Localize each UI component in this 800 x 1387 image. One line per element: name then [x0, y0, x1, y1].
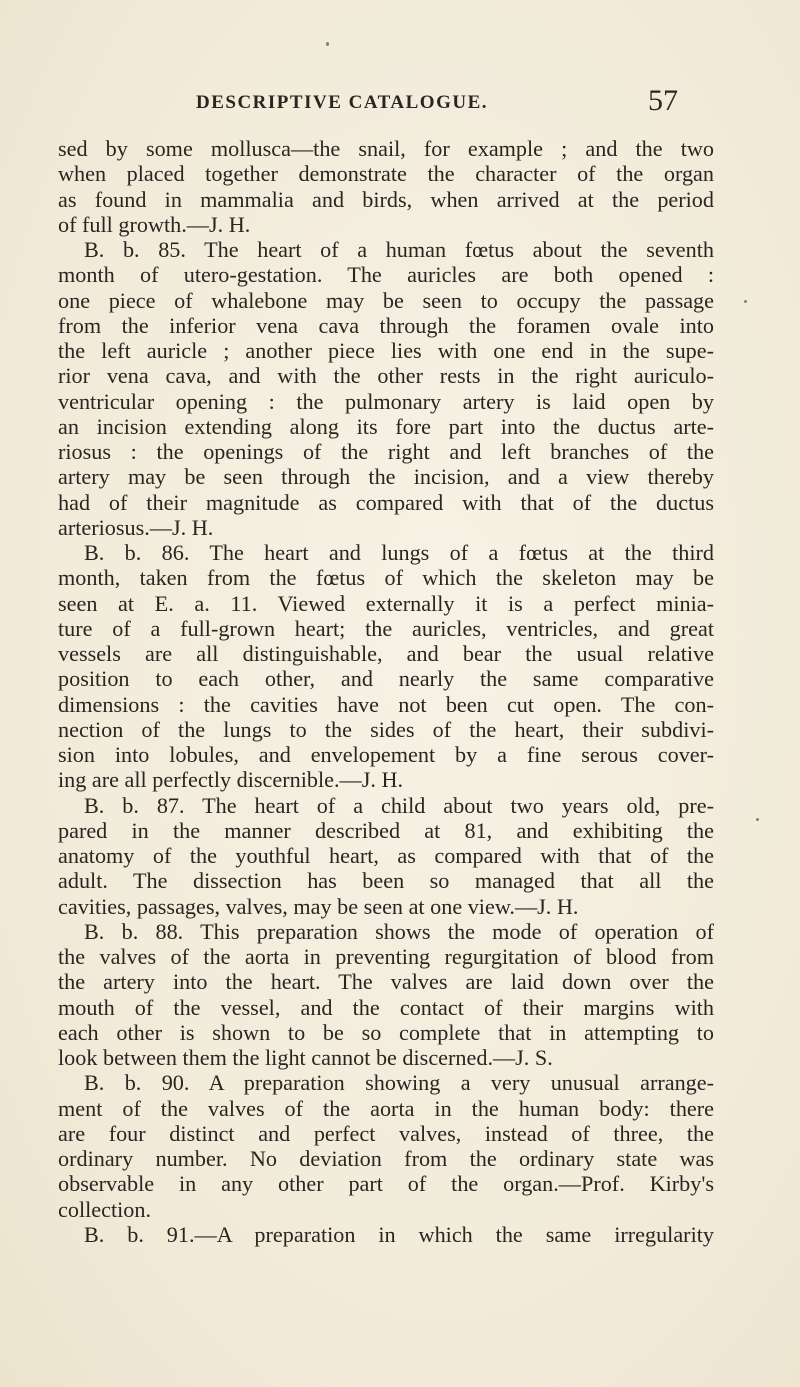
text-line: of full growth.—J. H.	[58, 211, 251, 237]
text-line: one piece of whalebone may be seen to occupy the passage	[58, 287, 714, 313]
text-line: rior vena cava, and with the other rests in the right auriculo-	[58, 363, 714, 389]
text-line: anatomy of the youthful heart, as compared with that of the	[58, 843, 714, 868]
text-line: mouth of the vessel, and the contact of their margins with	[58, 994, 714, 1020]
text-line: position to each other, and nearly the same comparative	[58, 666, 714, 692]
text-line: had of their magnitude as compared with that of the ductus	[58, 489, 714, 515]
text-line: ment of the valves of the aorta in the human body: there	[58, 1095, 714, 1121]
text-line: adult. The dissection has been so managed that all the	[58, 868, 714, 894]
text-line: artery may be seen through the incision, and a view thereby	[58, 464, 714, 490]
text-line: month of utero-gestation. The auricles are both opened :	[58, 262, 714, 288]
text-line: when placed together demonstrate the character of the organ	[58, 161, 714, 187]
text-line: as found in mammalia and birds, when arrived at the period	[58, 186, 714, 212]
text-line: the left auricle ; another piece lies with one end in the supe-	[58, 338, 714, 363]
text-line: B. b. 87. The heart of a child about two years old, pre-	[84, 792, 714, 818]
text-line: vessels are all distinguishable, and bear the usual relative	[58, 641, 714, 666]
text-line: seen at E. a. 11. Viewed externally it is a perfect minia-	[58, 590, 714, 616]
text-line: cavities, passages, valves, may be seen at one view.—J. H.	[58, 893, 579, 919]
text-line: B. b. 86. The heart and lungs of a fœtus at the third	[84, 540, 714, 565]
text-line: from the inferior vena cava through the foramen ovale into	[58, 312, 714, 338]
body-text	[58, 136, 714, 1247]
running-head-title: DESCRIPTIVE CATALOGUE.	[196, 92, 489, 113]
text-line: an incision extending along its fore part into the ductus arte-	[58, 413, 714, 439]
text-line: sed by some mollusca—the snail, for example ; and the two	[58, 136, 714, 161]
text-line: B. b. 90. A preparation showing a very unusual arrange-	[84, 1070, 714, 1096]
text-line: ventricular opening : the pulmonary artery is laid open by	[58, 388, 714, 414]
text-line: are four distinct and perfect valves, instead of three, the	[58, 1120, 714, 1146]
text-line: pared in the manner described at 81, and exhibiting the	[58, 817, 714, 843]
page-number: 57	[648, 84, 678, 117]
text-line: riosus : the openings of the right and left branches of the	[58, 439, 714, 464]
text-line: sion into lobules, and envelopement by a fine serous cover-	[58, 742, 714, 767]
text-line: nection of the lungs to the sides of the heart, their subdivi-	[58, 716, 714, 742]
text-line: look between them the light cannot be discerned.—J. S.	[58, 1045, 553, 1070]
text-line: the artery into the heart. The valves are laid down over the	[58, 969, 714, 995]
text-line: B. b. 88. This preparation shows the mode of operation of	[84, 918, 714, 944]
text-line: collection.	[58, 1196, 152, 1222]
text-line: each other is shown to be so complete that in attempting to	[58, 1019, 714, 1045]
text-line: observable in any other part of the organ.—Prof. Kirby's	[58, 1171, 714, 1197]
paper-speck	[744, 300, 747, 303]
text-line: ture of a full-grown heart; the auricles, ventricles, and great	[58, 615, 714, 641]
text-line: B. b. 85. The heart of a human fœtus about the seventh	[84, 237, 714, 262]
paper-speck	[756, 818, 759, 821]
text-line: B. b. 91.—A preparation in which the same irregularity	[84, 1221, 714, 1247]
text-line: dimensions : the cavities have not been cut open. The con-	[58, 691, 714, 717]
paper-speck	[326, 42, 329, 46]
text-line: ing are all perfectly discernible.—J. H.	[58, 767, 404, 793]
running-head	[196, 84, 696, 124]
text-line: arteriosus.—J. H.	[58, 514, 214, 540]
text-line: the valves of the aorta in preventing regurgitation of blood from	[58, 944, 714, 969]
text-line: month, taken from the fœtus of which the skeleton may be	[58, 565, 714, 591]
text-line: ordinary number. No deviation from the ordinary state was	[58, 1146, 714, 1171]
